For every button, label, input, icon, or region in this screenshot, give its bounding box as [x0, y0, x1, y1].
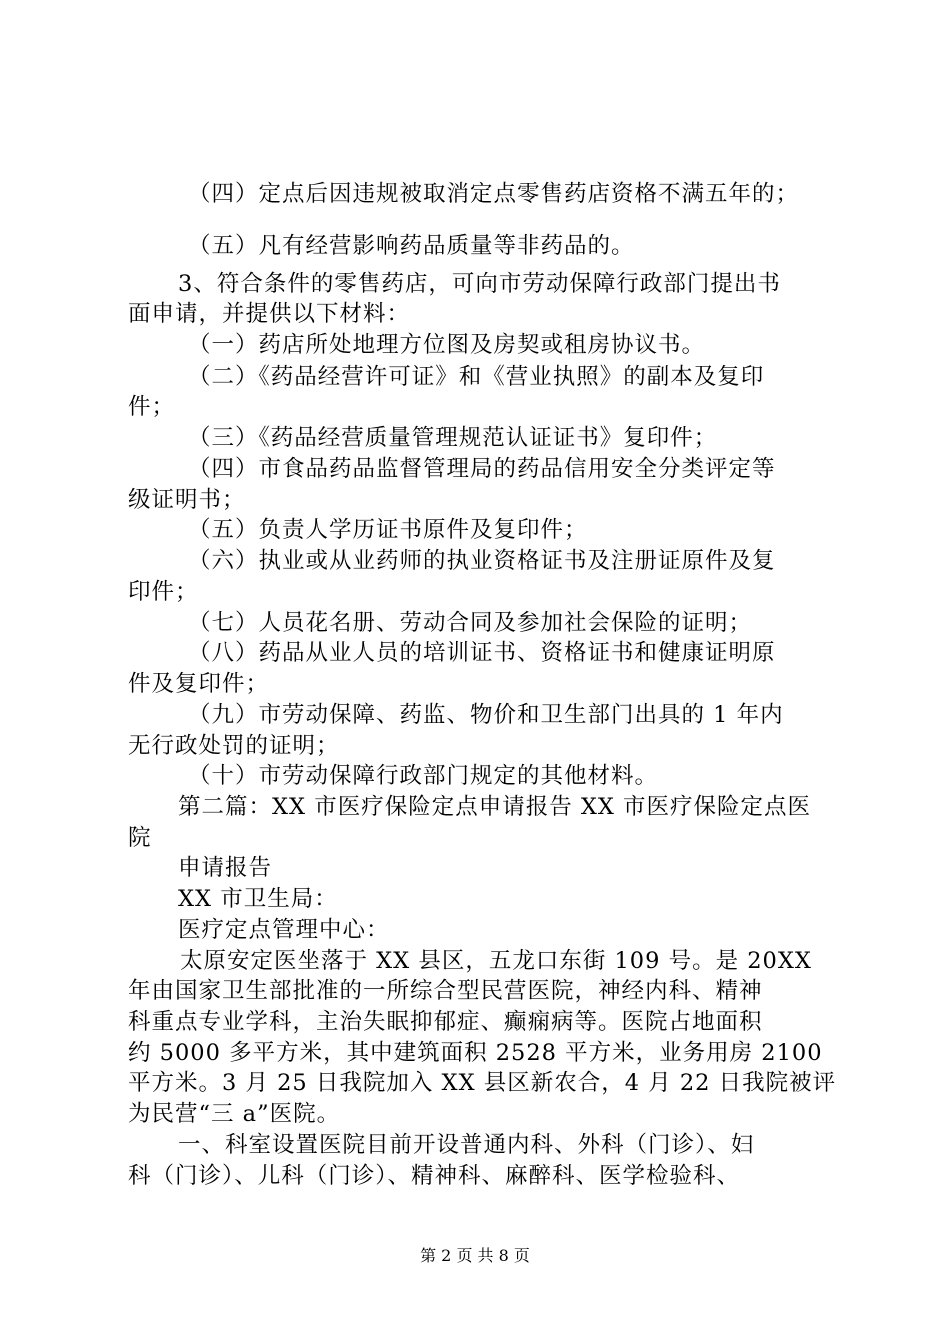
- text-line: 约 5000 多平方米，其中建筑面积 2528 平方米，业务用房 2100: [128, 1040, 823, 1066]
- text-line: 印件；: [128, 579, 199, 605]
- text-line: （八）药品从业人员的培训证书、资格证书和健康证明原: [188, 640, 776, 666]
- text-line: 申请报告: [178, 855, 273, 881]
- text-line: （十）市劳动保障行政部门规定的其他材料。: [188, 763, 659, 789]
- text-line: （四）定点后因违规被取消定点零售药店资格不满五年的；: [188, 181, 800, 207]
- text-line: （二）《药品经营许可证》和《营业执照》的副本及复印: [188, 364, 765, 390]
- text-line: 科重点专业学科，主治失眠抑郁症、癫痫病等。医院占地面积: [128, 1009, 763, 1035]
- text-line: XX 市卫生局：: [178, 886, 338, 912]
- text-line: （七）人员花名册、劳动合同及参加社会保险的证明；: [188, 610, 753, 636]
- text-line: 医疗定点管理中心：: [178, 917, 390, 943]
- text-line: 面申请，并提供以下材料：: [128, 301, 411, 327]
- text-line: 无行政处罚的证明；: [128, 733, 340, 759]
- text-line: 3、符合条件的零售药店，可向市劳动保障行政部门提出书: [178, 271, 781, 297]
- text-line: 平方米。3 月 25 日我院加入 XX 县区新农合，4 月 22 日我院被评: [128, 1070, 837, 1096]
- text-line: 级证明书；: [128, 487, 246, 513]
- text-line: （五）负责人学历证书原件及复印件；: [188, 517, 588, 543]
- text-line: 一、科室设置医院目前开设普通内科、外科（门诊）、妇: [178, 1132, 755, 1158]
- text-line: 太原安定医坐落于 XX 县区，五龙口东街 109 号。是 20XX: [180, 948, 812, 974]
- text-line: 件及复印件；: [128, 671, 270, 697]
- text-line: 年由国家卫生部批准的一所综合型民营医院，神经内科、精神: [128, 978, 763, 1004]
- text-line: （九）市劳动保障、药监、物价和卫生部门出具的 1 年内: [188, 702, 784, 728]
- text-line: （五）凡有经营影响药品质量等非药品的。: [188, 233, 635, 259]
- text-line: （一）药店所处地理方位图及房契或租房协议书。: [188, 332, 706, 358]
- text-line: （六）执业或从业药师的执业资格证书及注册证原件及复: [188, 548, 776, 574]
- text-line: （四）市食品药品监督管理局的药品信用安全分类评定等: [188, 456, 776, 482]
- text-line: 第二篇：XX 市医疗保险定点申请报告 XX 市医疗保险定点医: [178, 794, 812, 820]
- text-line: 件；: [128, 394, 176, 420]
- text-line: 为民营“三 a”医院。: [128, 1101, 341, 1127]
- text-line: （三）《药品经营质量管理规范认证证书》复印件；: [188, 425, 718, 451]
- text-line: 院: [128, 825, 152, 851]
- page-footer: 第 2 页 共 8 页: [420, 1246, 530, 1265]
- text-line: 科（门诊）、儿科（门诊）、精神科、麻醉科、医学检验科、: [128, 1163, 741, 1189]
